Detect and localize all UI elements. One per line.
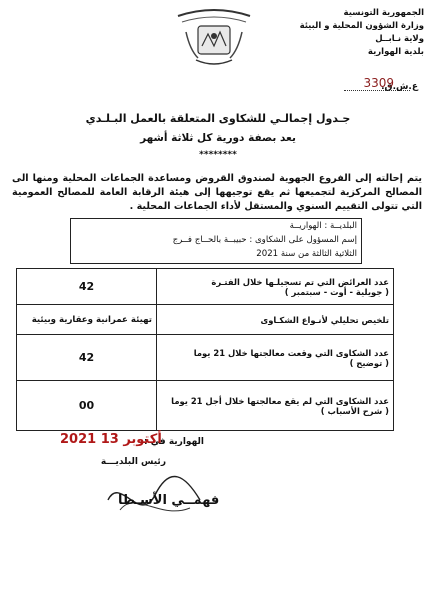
intro-paragraph: يتم إحالته إلى الفروع الجهوية لصندوق القروض ومساعدة الجماعات المحلية ومنها الى المصالح المركزية لتجميعها ثم يقع توجيهها إلى هيئة الرقابة العامة للمصالح العمومية التي تتولى التقييم السنوي والمستقل لأداء الجماعات المحلية . xyxy=(12,173,422,212)
reference-prefix: ع.ش.ق. xyxy=(381,82,418,92)
row-label xyxy=(157,335,394,381)
table-row xyxy=(17,305,394,335)
row-label xyxy=(157,381,394,431)
title-stars: ******** xyxy=(199,150,237,160)
signature-name: فهمــي الأسـطا xyxy=(118,493,220,508)
mayor-title: رئيس البلديـــة xyxy=(100,457,166,467)
info-responsible: إسم المسؤول على الشكاوى : حبيبــة بالحــاج فــرج xyxy=(172,235,357,245)
info-municipality: البلديــة : الهواريــة xyxy=(289,221,357,231)
row-label-text: عدد الشكاوى التي وقعت معالجتها خلال 21 يوما xyxy=(193,347,389,358)
row-label-note: ( جويلية - أوت - سبتمبر ) xyxy=(284,286,389,297)
document-subtitle: يعد بصفة دورية كل ثلاثة أشهر xyxy=(140,132,296,144)
row-label-text: تلخيص تحليلي لأنـواع الشكـاوى xyxy=(260,314,389,325)
row-label xyxy=(157,305,394,335)
row-label-note: ( شرح الأسباب ) xyxy=(320,405,389,416)
reference-number: 3309 xyxy=(363,76,394,90)
table-row xyxy=(17,381,394,431)
row-value: تهيئة عمرانية وعقارية وبيئية xyxy=(17,305,157,335)
row-value: 42 xyxy=(17,269,157,305)
table-row xyxy=(17,335,394,381)
row-label xyxy=(157,269,394,305)
date-value: 2021 أكتوبر 13 xyxy=(60,432,162,447)
table-row xyxy=(17,269,394,305)
row-value: 42 xyxy=(17,335,157,381)
row-label-note: ( توضيح ) xyxy=(349,357,389,368)
date-label: الهوارية في : xyxy=(143,437,204,447)
governorate-name: ولاية نـابــل xyxy=(375,34,424,44)
document-title: جـدول إجمالـي للشكاوى المتعلقة بالعمل البـلـدي xyxy=(85,112,351,125)
row-label-text: عدد الشكاوى التي لم يقع معالجتها خلال أجل 21 يوما xyxy=(171,395,389,406)
row-label-text: عدد العرائض التي تم تسجيلـها خلال الفتـرة xyxy=(211,276,389,287)
country-name: الجمهورية التونسية xyxy=(343,8,424,18)
info-period: الثلاثية الثالثة من سنة 2021 xyxy=(256,249,357,259)
row-value: 00 xyxy=(17,381,157,431)
municipal-emblem-logo xyxy=(168,6,260,68)
info-box xyxy=(70,218,362,264)
municipality-name: بلدية الهوارية xyxy=(367,47,424,57)
ministry-name: وزارة الشؤون المحلية و البيئة xyxy=(299,21,424,31)
complaints-table xyxy=(16,268,394,431)
